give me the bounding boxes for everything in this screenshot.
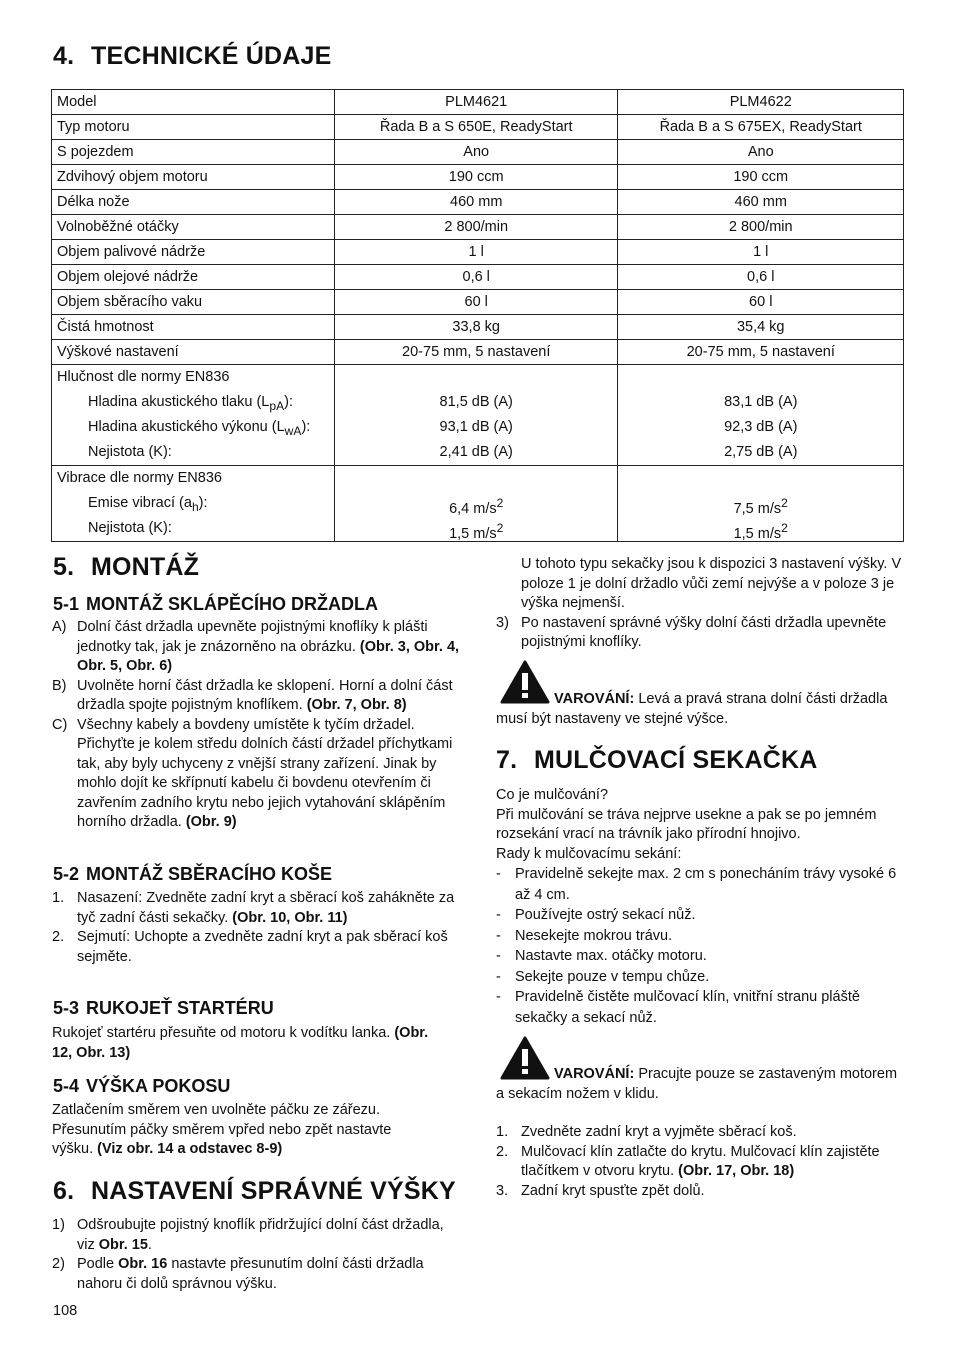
table-row-vibration — [52, 466, 904, 542]
table-cell: PLM4621 — [334, 90, 618, 115]
table-cell: Délka nože — [52, 190, 335, 215]
subsection-5-1-body — [52, 618, 460, 833]
spec-table — [51, 89, 904, 542]
subsection-5-4-body: Zatlačením směrem ven uvolněte páčku ze zářezu. Přesunutím páčky směrem vpřed nebo zpět nastavte výšku. (Viz obr. 14 a odstavec 8-9) — [52, 1102, 392, 1157]
list-item: 1. Zvedněte zadní kryt a vyjměte sběrací koš. — [496, 1124, 797, 1140]
list-item: 2. Sejmutí: Uchopte a zvedněte zadní kryt a pak sběrací koš sejměte. — [52, 929, 448, 965]
table-cell: 0,6 l — [334, 265, 618, 290]
list-item: 1) Odšroubujte pojistný knoflík přidržující dolní část držadla, viz Obr. 15. — [52, 1217, 444, 1253]
table-row — [52, 190, 904, 215]
table-row-noise — [52, 365, 904, 466]
section-7-heading: 7. MULČOVACÍ SEKAČKA — [496, 746, 818, 774]
table-row — [52, 315, 904, 340]
table-cell: Ano — [618, 140, 904, 165]
table-row — [52, 265, 904, 290]
section-5-heading: 5. MONTÁŽ — [53, 553, 200, 581]
section-6-heading: 6. NASTAVENÍ SPRÁVNÉ VÝŠKY — [53, 1177, 456, 1205]
list-item: - Pravidelně sekejte max. 2 cm s ponecháním trávy vysoké 6 až 4 cm. — [496, 866, 897, 903]
section-6-body-left — [52, 1216, 460, 1294]
table-cell: Vibrace dle normy EN836 Emise vibrací $(a_h)$: Nejistota (K): — [52, 466, 335, 542]
section-6-body-right: U tohoto typu sekačky jsou k dispozici 3 nastavení výšky. V poloze 1 je dolní držadlo vůči zemí nejvýše a v poloze 3 je výška nejmenší. 3) Po nastavení správné výšky dolní části držadla upevněte pojistnými knoflíky. — [496, 555, 906, 653]
table-cell: 35,4 kg — [618, 315, 904, 340]
table-cell: 1 l — [334, 240, 618, 265]
table-cell: Hlučnost dle normy EN836 Hladina akustického tlaku $(L_{pA})$: Hladina akustického výkonu $(L_{wA})$: Nejistota (K): — [52, 365, 335, 466]
table-cell: Objem olejové nádrže — [52, 265, 335, 290]
table-cell: Ano — [334, 140, 618, 165]
list-item: B) Uvolněte horní část držadla ke sklopení. Horní a dolní část držadla spojte pojistným knoflíkem. (Obr. 7, Obr. 8) — [52, 677, 453, 713]
table-cell: Objem palivové nádrže — [52, 240, 335, 265]
subsection-5-1-heading: 5-1 MONTÁŽ SKLÁPĚCÍHO DRŽADLA — [53, 594, 378, 614]
table-cell: Řada B a S 650E, ReadyStart — [334, 115, 618, 140]
page-number: 108 — [53, 1303, 78, 1319]
warning-text-6: VAROVÁNÍ: Levá a pravá strana dolní části držadla musí být nastaveny ve stejné výšce. — [496, 691, 888, 727]
subsection-5-2-heading: 5-2 MONTÁŽ SBĚRACÍHO KOŠE — [53, 864, 333, 884]
table-row — [52, 165, 904, 190]
table-cell: Zdvihový objem motoru — [52, 165, 335, 190]
table-cell: 6,4 $m/s^2$ 1,5 $m/s^2$ — [334, 466, 618, 542]
table-cell: 190 ccm — [334, 165, 618, 190]
list-item: C) Všechny kabely a bovdeny umístěte k tyčím držadel. Přichyťte je kolem středu dolních částí držadel příchytkami tak, aby byly uchyceny z vnější strany zařízení. Jinak by mohlo dojít ke skřípnutí kabelu či bovdenu otevřením či zavřením zadního krytu nebo jejich vytahování sklápěním horního držadla. (Obr. 9) — [52, 716, 453, 830]
table-cell: 7,5 $m/s^2$ 1,5 $m/s^2$ — [618, 466, 904, 542]
subsection-5-3-body: Rukojeť startéru přesuňte od motoru k vodítku lanka. (Obr. 12, Obr. 13) — [52, 1025, 429, 1061]
table-cell: 20-75 mm, 5 nastavení — [618, 340, 904, 365]
table-row — [52, 215, 904, 240]
table-cell: Řada B a S 675EX, ReadyStart — [618, 115, 904, 140]
list-item: - Nesekejte mokrou trávu. — [496, 927, 673, 944]
list-item: - Nastavte max. otáčky motoru. — [496, 948, 707, 964]
list-item: 3) Po nastavení správné výšky dolní části držadla upevněte pojistnými knoflíky. — [496, 614, 887, 650]
mulching-tips-list — [496, 864, 906, 1028]
subsection-5-4-heading: 5-4 VÝŠKA POKOSU — [53, 1076, 231, 1096]
table-cell: 83,1 dB (A) 92,3 dB (A) 2,75 dB (A) — [618, 365, 904, 466]
list-item: A) Dolní část držadla upevněte pojistnými knoflíky k plášti jednotky tak, jak je znázorněno na obrázku. (Obr. 3, Obr. 4, Obr. 5, Obr. 6) — [52, 619, 460, 674]
section-4-heading: 4. TECHNICKÉ ÚDAJE — [53, 42, 332, 70]
table-cell: 460 mm — [334, 190, 618, 215]
table-row — [52, 290, 904, 315]
warning-text-7: VAROVÁNÍ: Pracujte pouze se zastaveným motorem a sekacím nožem v klidu. — [496, 1066, 898, 1102]
table-cell: 2 800/min — [334, 215, 618, 240]
table-cell: 33,8 kg — [334, 315, 618, 340]
table-cell: 60 l — [334, 290, 618, 315]
list-item: 1. Nasazení: Zvedněte zadní kryt a sběrací koš zahákněte za tyč zadní části sekačky. (Obr. 10, Obr. 11) — [52, 890, 455, 926]
list-item: 2. Mulčovací klín zatlačte do krytu. Mulčovací klín zajistěte tlačítkem v otvoru krytu. (Obr. 17, Obr. 18) — [496, 1143, 880, 1179]
table-header-row — [52, 90, 904, 115]
table-cell: 2 800/min — [618, 215, 904, 240]
section-7-body: Co je mulčování? Při mulčování se tráva nejprve usekne a pak se po jemném rozsekání vrací na trávník jako přírodní hnojivo. Rady k mulčovacímu sekání: - Pravidelně sekejte max. 2 cm s ponecháním trávy vysoké 6 až 4 cm. - Používejte ostrý sekací nůž. - Nesekejte mokrou trávu. - Nastavte max. otáčky motoru. - Sekejte pouze v tempu chůze. - Pravidelně čistěte mulčovací klín, vnitřní stranu pláště sekačky a sekací nůž. — [496, 786, 906, 1028]
section-7-steps — [496, 1123, 906, 1201]
table-cell: 81,5 dB (A) 93,1 dB (A) 2,41 dB (A) — [334, 365, 618, 466]
table-cell: Model — [52, 90, 335, 115]
table-cell: Čistá hmotnost — [52, 315, 335, 340]
table-cell: 0,6 l — [618, 265, 904, 290]
table-cell: Typ motoru — [52, 115, 335, 140]
list-item: - Pravidelně čistěte mulčovací klín, vnitřní stranu pláště sekačky a sekací nůž. — [496, 989, 860, 1026]
table-row — [52, 115, 904, 140]
table-cell: 460 mm — [618, 190, 904, 215]
table-cell: 1 l — [618, 240, 904, 265]
list-item: - Používejte ostrý sekací nůž. — [496, 907, 696, 923]
table-row — [52, 340, 904, 365]
table-cell: Volnoběžné otáčky — [52, 215, 335, 240]
table-cell: S pojezdem — [52, 140, 335, 165]
table-cell: 20-75 mm, 5 nastavení — [334, 340, 618, 365]
table-row — [52, 140, 904, 165]
list-item: 3. Zadní kryt spusťte zpět dolů. — [496, 1182, 705, 1199]
table-cell: 190 ccm — [618, 165, 904, 190]
subsection-5-2-body — [52, 889, 460, 967]
table-row — [52, 240, 904, 265]
subsection-5-3-heading: 5-3 RUKOJEŤ STARTÉRU — [53, 998, 274, 1018]
table-cell: Objem sběracího vaku — [52, 290, 335, 315]
table-cell: 60 l — [618, 290, 904, 315]
table-cell: Výškové nastavení — [52, 340, 335, 365]
table-cell: PLM4622 — [618, 90, 904, 115]
list-item: - Sekejte pouze v tempu chůze. — [496, 968, 710, 985]
list-item: 2) Podle Obr. 16 nastavte přesunutím dolní části držadla nahoru či dolů správnou výšku. — [52, 1256, 424, 1292]
